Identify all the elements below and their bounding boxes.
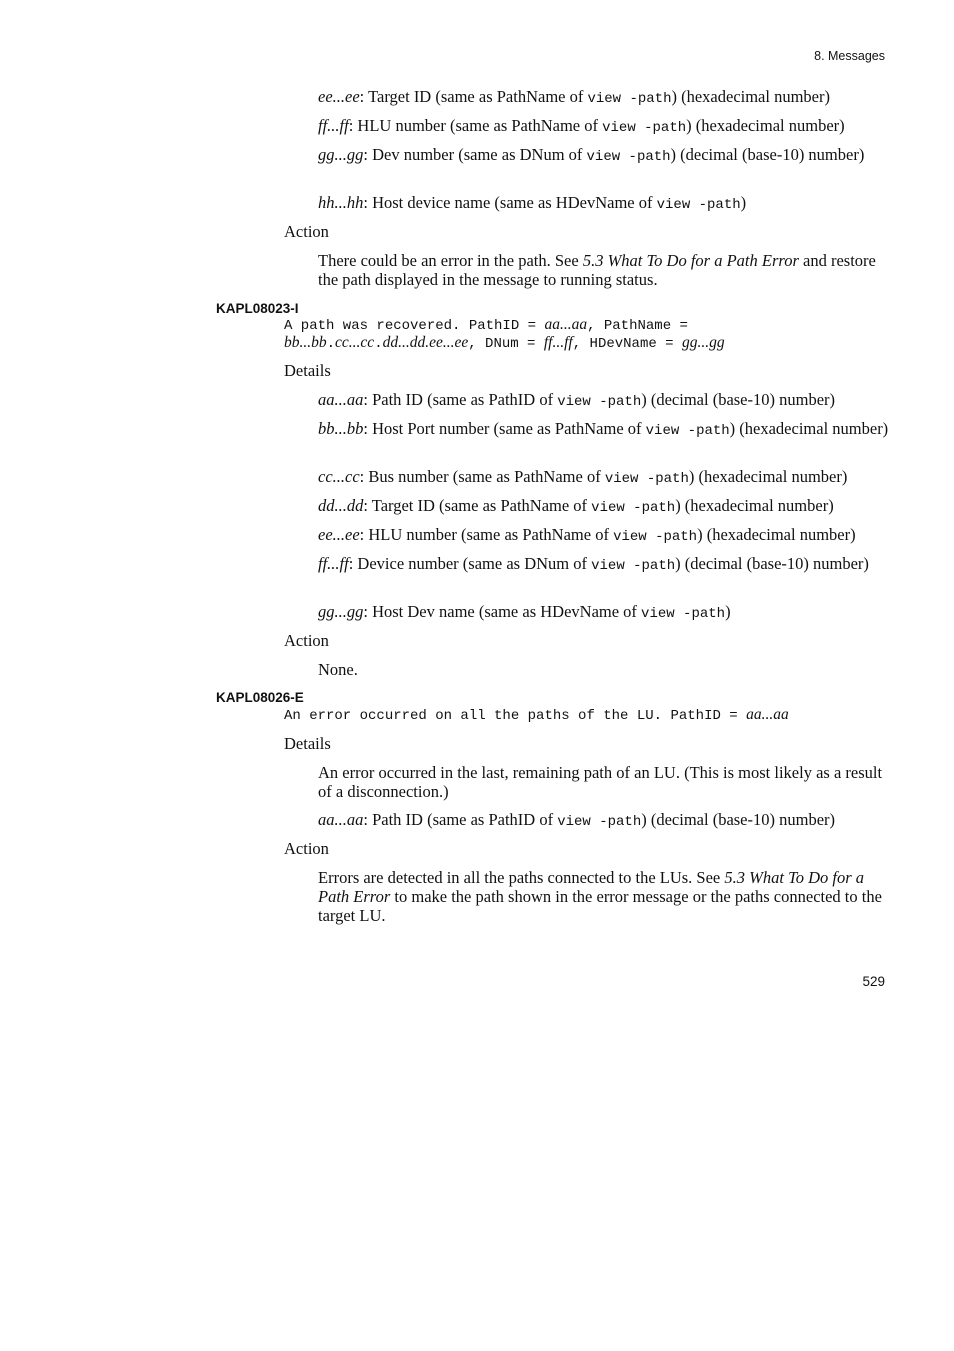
detail-item: ee...ee: HLU number (same as PathName of view -path) (hexadecimal number) [318,525,856,545]
message-text-line-2: bb...bb.cc...cc.dd...dd.ee...ee, DNum = ff...ff, HDevName = gg...gg [284,334,725,352]
detail-item: aa...aa: Path ID (same as PathID of view -path) (decimal (base-10) number) [318,390,836,410]
message-id: KAPL08026-E [216,690,304,705]
detail-item: cc...cc: Bus number (same as PathName of view -path) (hexadecimal number) [318,467,848,487]
detail-text: An error occurred in the last, remaining path of an LU. (This is most likely as a result of a disconnection.) [318,763,883,801]
details-heading: Details [284,361,331,380]
details-heading: Details [284,734,331,753]
message-text-line-1: A path was recovered. PathID = aa...aa, PathName = [284,316,688,334]
message-text-line-1: An error occurred on all the paths of the LU. PathID = aa...aa [284,706,789,724]
action-heading: Action [284,631,329,650]
message-id: KAPL08023-I [216,301,299,316]
detail-item: gg...gg: Host Dev name (same as HDevName of view -path) [318,602,731,622]
action-text: There could be an error in the path. See 5.3 What To Do for a Path Error and restore the path displayed in the message to running status. [318,251,876,289]
detail-item: gg...gg: Dev number (same as DNum of view -path) (decimal (base-10) number) [318,145,865,165]
detail-item: ff...ff: HLU number (same as PathName of view -path) (hexadecimal number) [318,116,845,136]
cross-reference-link[interactable]: 5.3 What To Do for a Path Error [318,868,865,906]
action-heading: Action [284,839,329,858]
detail-item: hh...hh: Host device name (same as HDevName of view -path) [318,193,747,213]
running-header: 8. Messages [814,49,885,63]
detail-item: ee...ee: Target ID (same as PathName of view -path) (hexadecimal number) [318,87,830,107]
detail-item: bb...bb: Host Port number (same as PathName of view -path) (hexadecimal number) [318,419,889,439]
cross-reference-link[interactable]: 5.3 What To Do for a Path Error [582,251,799,270]
detail-item: dd...dd: Target ID (same as PathName of view -path) (hexadecimal number) [318,496,834,516]
detail-item: ff...ff: Device number (same as DNum of view -path) (decimal (base-10) number) [318,554,869,574]
page-number: 529 [862,974,885,989]
action-text: Errors are detected in all the paths connected to the LUs. See 5.3 What To Do for a Path Error to make the path shown in the error message or the paths connected to the target LU. [318,868,882,925]
detail-item: aa...aa: Path ID (same as PathID of view -path) (decimal (base-10) number) [318,810,836,830]
action-text: None. [318,660,358,679]
action-heading: Action [284,222,329,241]
